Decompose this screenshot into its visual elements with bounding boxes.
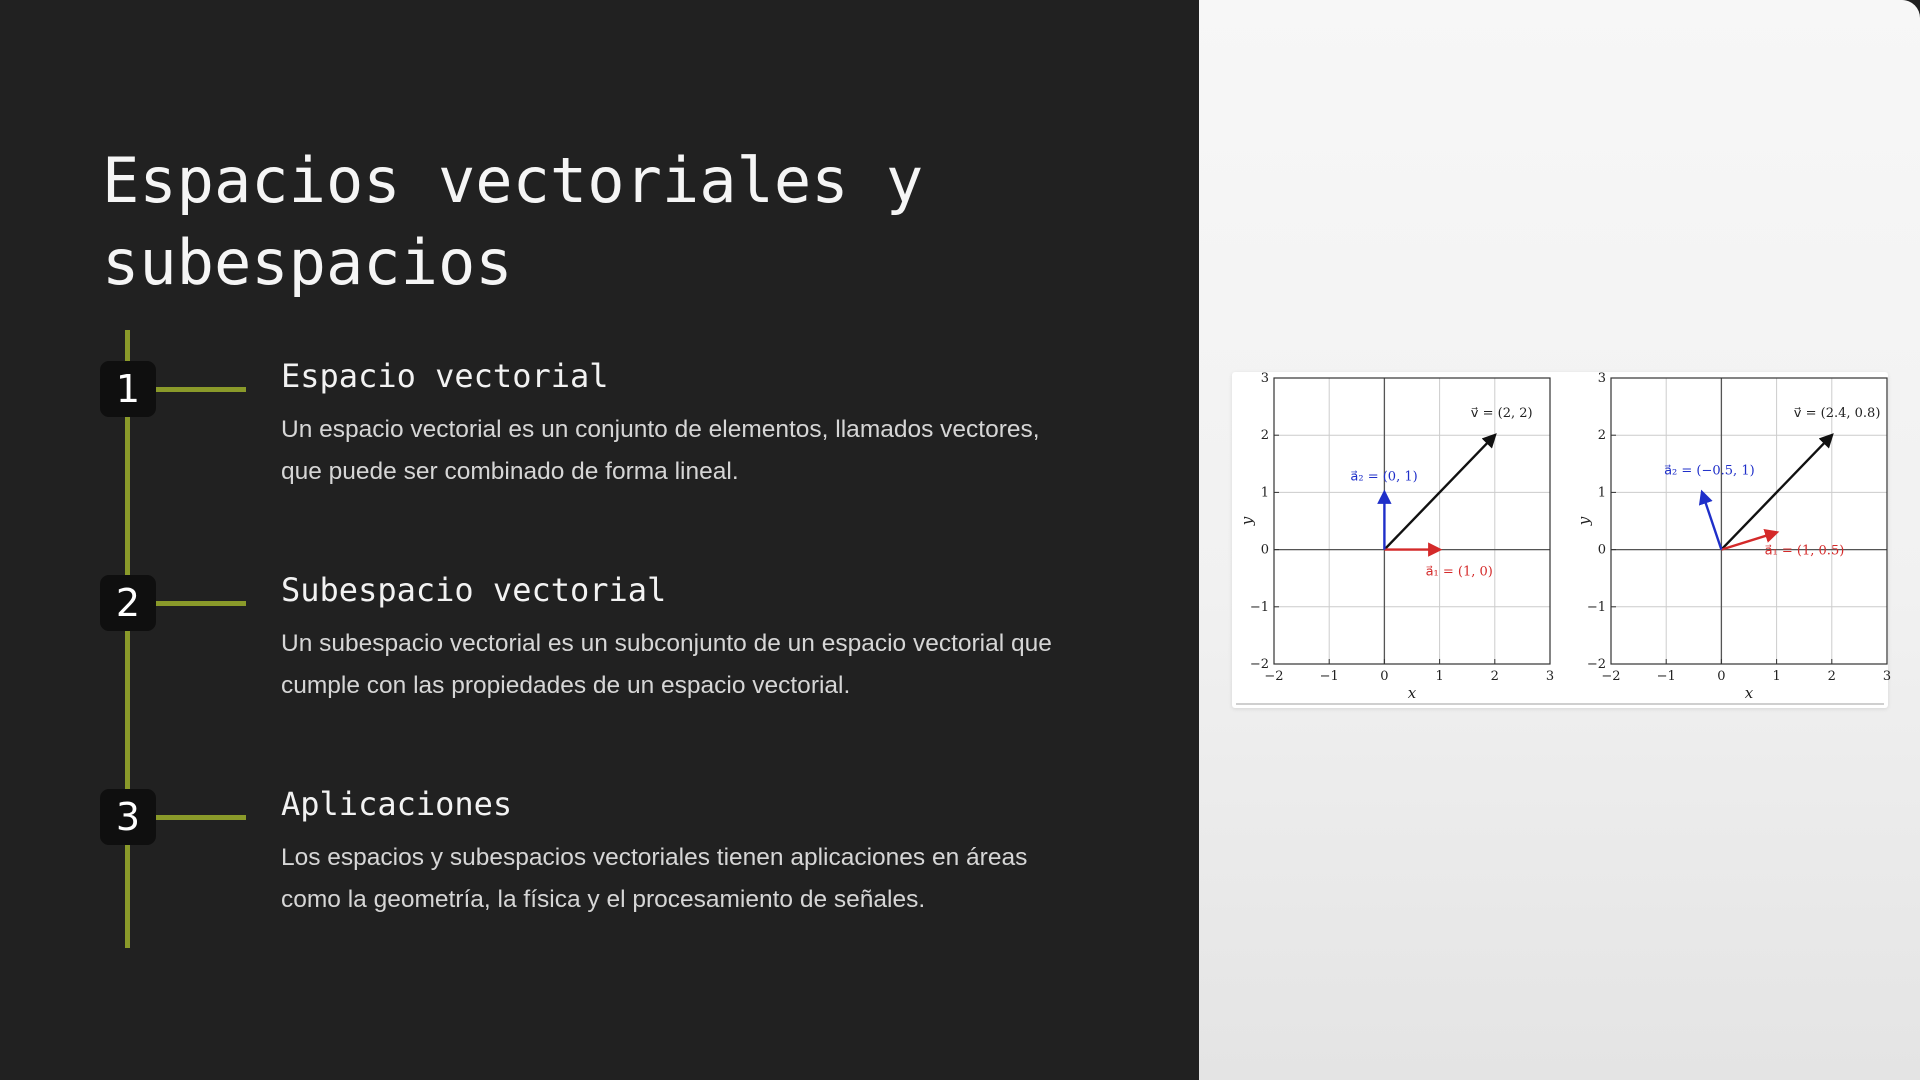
y-tick-label: −2 — [1586, 657, 1606, 672]
x-tick-label: 0 — [1717, 669, 1726, 684]
step-description — [281, 409, 1101, 493]
timeline-step-2 — [0, 571, 1199, 775]
slide-title-line-1: Espacios vectoriales y — [102, 144, 924, 217]
step-number-badge: 3 — [100, 789, 156, 845]
x-tick-label: 2 — [1490, 669, 1499, 684]
step-description — [281, 623, 1101, 707]
step-heading: Subespacio vectorial — [281, 571, 667, 609]
vector-a1-label: a⃗₁ = (1, 0.5) — [1764, 543, 1845, 559]
x-tick-label: 0 — [1380, 669, 1389, 684]
step-number-badge: 2 — [100, 575, 156, 631]
y-tick-label: 1 — [1597, 485, 1606, 501]
x-tick-label: 1 — [1772, 669, 1781, 684]
x-tick-label: −2 — [1264, 669, 1284, 684]
vector-v-label: v⃗ = (2, 2) — [1470, 406, 1533, 422]
x-axis-label: x — [1407, 684, 1417, 702]
vector-a1-label: a⃗₁ = (1, 0) — [1425, 564, 1493, 580]
step-description-line-1: Un subespacio vectorial es un subconjunto de un espacio vectorial que — [281, 630, 1052, 657]
x-tick-label: 3 — [1882, 669, 1892, 684]
y-tick-label: −1 — [1586, 599, 1606, 615]
vector-v-label: v⃗ = (2.4, 0.8) — [1793, 406, 1881, 422]
vector-plots-figure — [1232, 371, 1892, 708]
step-heading: Espacio vectorial — [281, 357, 609, 395]
x-tick-label: −1 — [1656, 669, 1676, 684]
y-tick-label: 2 — [1597, 428, 1606, 444]
step-description-line-1: Un espacio vectorial es un conjunto de elementos, llamados vectores, — [281, 416, 1040, 443]
step-connector — [156, 387, 246, 392]
step-heading: Aplicaciones — [281, 785, 513, 823]
x-tick-label: 2 — [1827, 669, 1836, 684]
vector-a2-arrow — [1702, 492, 1721, 549]
step-description — [281, 837, 1101, 921]
vector-plot-2 — [1575, 371, 1891, 702]
x-tick-label: 3 — [1545, 669, 1555, 684]
vector-plots-svg — [1232, 371, 1892, 708]
y-tick-label: 3 — [1597, 371, 1606, 386]
step-number-badge: 1 — [100, 361, 156, 417]
vector-a2-label: a⃗₂ = (−0.5, 1) — [1664, 463, 1755, 479]
y-axis-label: y — [1238, 516, 1256, 526]
y-axis-label: y — [1575, 516, 1593, 526]
vector-plot-1 — [1238, 371, 1554, 702]
step-description-line-2: como la geometría, la física y el procesamiento de señales. — [281, 886, 926, 913]
y-tick-label: 3 — [1260, 371, 1269, 386]
y-tick-label: 0 — [1597, 542, 1606, 558]
y-tick-label: 0 — [1260, 542, 1269, 558]
slide-title — [102, 140, 1102, 304]
y-tick-label: 1 — [1260, 485, 1269, 501]
x-tick-label: −1 — [1319, 669, 1339, 684]
timeline-step-3 — [0, 785, 1199, 989]
slide-title-line-2: subespacios — [102, 226, 513, 299]
step-connector — [156, 601, 246, 606]
step-connector — [156, 815, 246, 820]
x-tick-label: 1 — [1435, 669, 1444, 684]
y-tick-label: 2 — [1260, 428, 1269, 444]
x-tick-label: −2 — [1601, 669, 1621, 684]
y-tick-label: −1 — [1249, 599, 1269, 615]
step-description-line-2: que puede ser combinado de forma lineal. — [281, 458, 739, 485]
step-description-line-1: Los espacios y subespacios vectoriales tienen aplicaciones en áreas — [281, 844, 1028, 871]
vector-a2-label: a⃗₂ = (0, 1) — [1350, 469, 1418, 485]
x-axis-label: x — [1744, 684, 1754, 702]
y-tick-label: −2 — [1249, 657, 1269, 672]
timeline-step-1 — [0, 357, 1199, 561]
step-description-line-2: cumple con las propiedades de un espacio vectorial. — [281, 672, 851, 699]
